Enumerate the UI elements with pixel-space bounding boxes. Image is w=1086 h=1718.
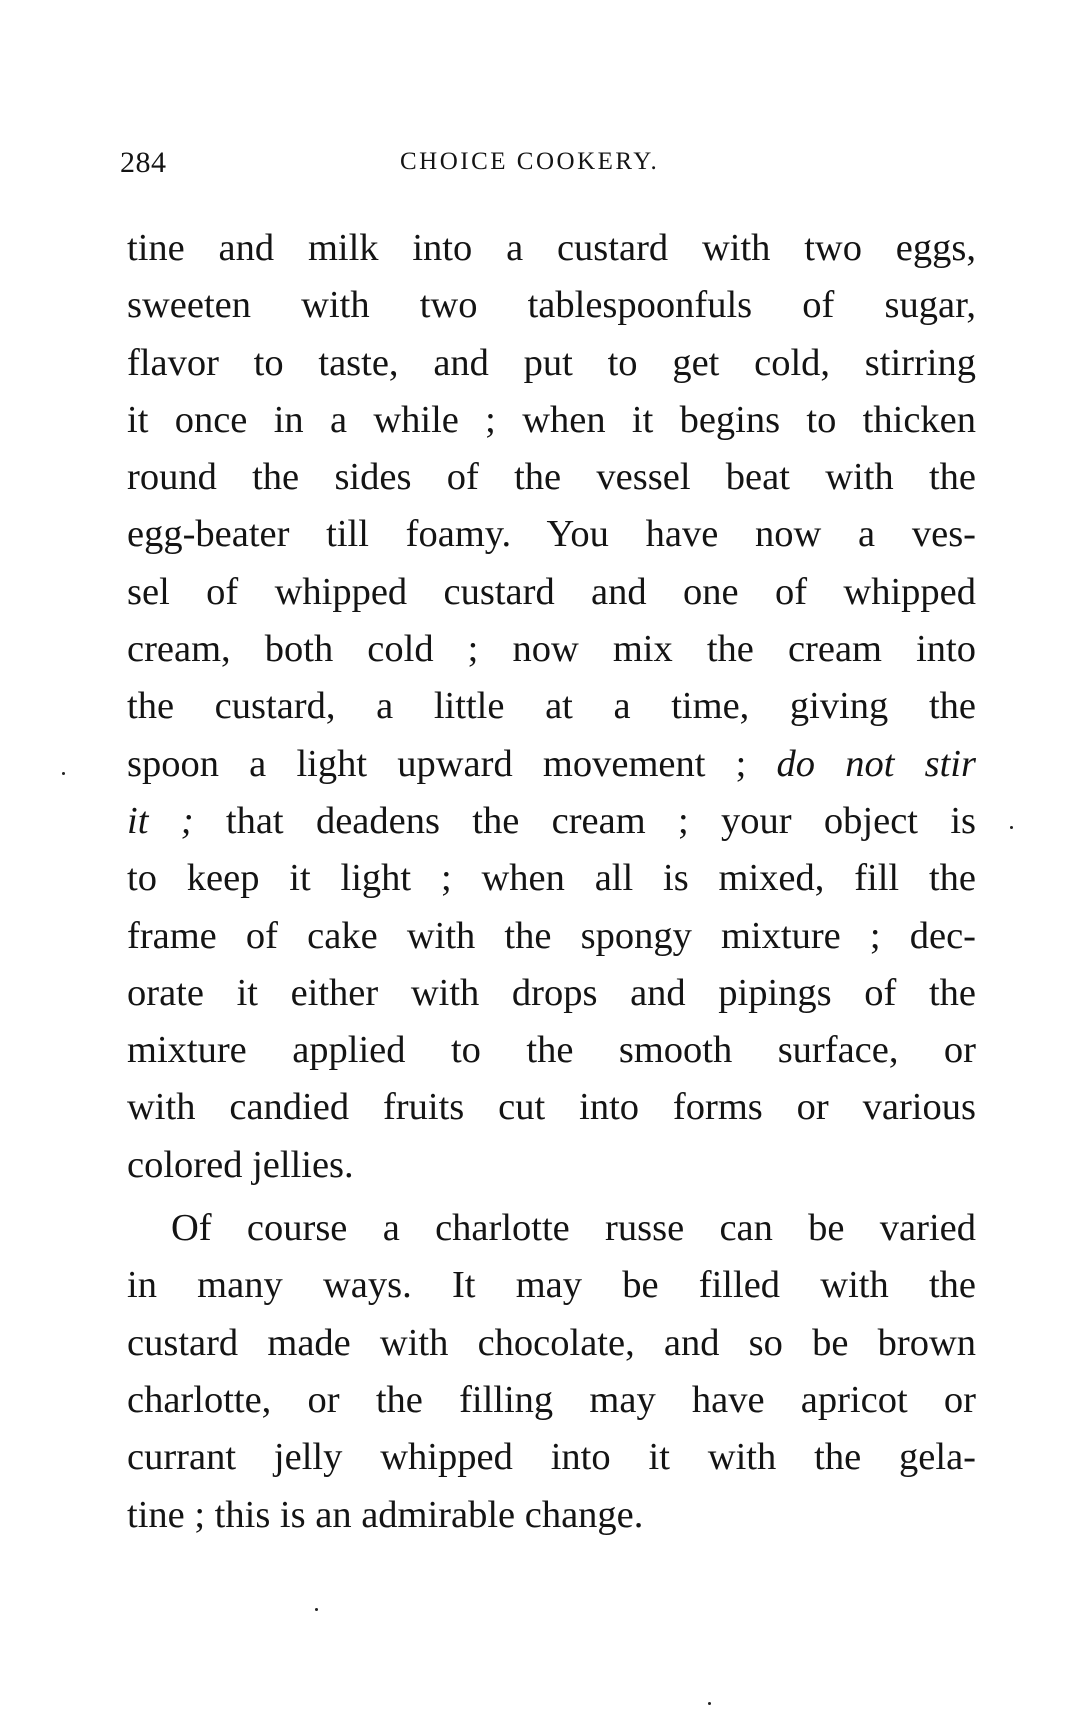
text-line: with candied fruits cut into forms or various bbox=[127, 1086, 976, 1129]
text-line: sweeten with two tablespoonfuls of sugar, bbox=[127, 284, 976, 327]
text-line: colored jellies. bbox=[127, 1143, 354, 1186]
text-line: orate it either with drops and pipings of the bbox=[127, 971, 976, 1014]
text-run: that deadens the cream ; your object is bbox=[193, 799, 976, 842]
text-line: tine and milk into a custard with two eggs, bbox=[127, 227, 976, 269]
print-speck bbox=[708, 1702, 711, 1705]
text-line: charlotte, or the filling may have apricot or bbox=[127, 1378, 976, 1421]
italic-text: do not stir bbox=[776, 742, 976, 785]
paragraph-2 bbox=[127, 1200, 976, 1544]
text-line bbox=[127, 793, 976, 850]
text-line: tine ; this is an admirable change. bbox=[127, 1493, 644, 1536]
text-line: Of course a charlotte russe can be varied bbox=[171, 1207, 976, 1250]
text-line: round the sides of the vessel beat with the bbox=[127, 456, 976, 499]
text-line: the custard, a little at a time, giving the bbox=[127, 685, 976, 728]
italic-text: it ; bbox=[127, 799, 194, 842]
page-number: 284 bbox=[120, 146, 167, 179]
text-line: egg-beater till foamy. You have now a ves- bbox=[127, 513, 976, 556]
text-line: sel of whipped custard and one of whipped bbox=[127, 570, 976, 613]
page-header bbox=[120, 146, 968, 186]
text-run: spoon a light upward movement ; bbox=[127, 742, 777, 785]
text-line: mixture applied to the smooth surface, or bbox=[127, 1029, 976, 1072]
print-speck bbox=[315, 1608, 318, 1611]
print-speck bbox=[1010, 826, 1013, 829]
text-line: in many ways. It may be filled with the bbox=[127, 1264, 976, 1307]
text-line: custard made with chocolate, and so be brown bbox=[127, 1321, 976, 1364]
text-line: to keep it light ; when all is mixed, fill the bbox=[127, 857, 976, 900]
paragraph-1 bbox=[127, 220, 976, 1194]
print-speck bbox=[62, 772, 65, 775]
text-line: currant jelly whipped into it with the gela- bbox=[127, 1436, 976, 1479]
body-text bbox=[127, 220, 976, 1544]
text-line: cream, both cold ; now mix the cream into bbox=[127, 628, 976, 671]
text-line: it once in a while ; when it begins to thicken bbox=[127, 398, 976, 441]
text-line: flavor to taste, and put to get cold, stirring bbox=[127, 341, 976, 384]
text-line bbox=[127, 736, 976, 793]
running-head: CHOICE COOKERY. bbox=[400, 148, 660, 175]
text-line: frame of cake with the spongy mixture ; dec- bbox=[127, 914, 976, 957]
